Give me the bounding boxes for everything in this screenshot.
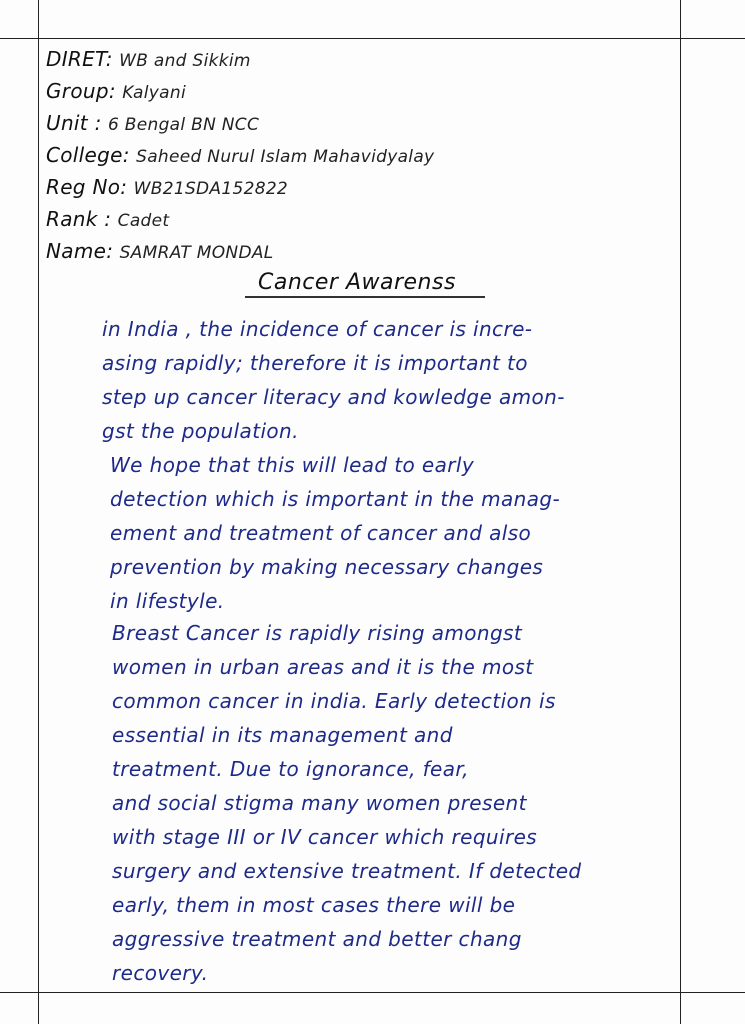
paragraph-line: step up cancer literacy and kowledge amon- [102, 385, 565, 409]
college-value: Saheed Nurul Islam Mahavidyalay [136, 147, 435, 167]
college-line [46, 140, 666, 172]
top-margin-line [0, 38, 745, 39]
rank-line [46, 204, 666, 236]
name-line [46, 236, 666, 268]
paragraph-line: in lifestyle. [110, 589, 225, 613]
right-margin-line [680, 0, 681, 1024]
bottom-margin-line [0, 992, 745, 993]
paragraph-line: treatment. Due to ignorance, fear, [112, 757, 469, 781]
diret-label: DIRET: [46, 47, 113, 71]
group-label: Group: [46, 79, 116, 103]
paragraph-line: recovery. [112, 961, 209, 985]
paragraph-breast-cancer [112, 616, 582, 990]
paragraph-line: early, them in most cases there will be [112, 893, 516, 917]
paragraph-line: prevention by making necessary changes [110, 555, 544, 579]
rank-label: Rank : [46, 207, 112, 231]
paragraph-line: with stage III or IV cancer which requires [112, 825, 538, 849]
reg-value: WB21SDA152822 [133, 179, 289, 199]
paragraph-line: women in urban areas and it is the most [112, 655, 534, 679]
paragraph-line: Breast Cancer is rapidly rising amongst [112, 621, 523, 645]
paragraph-line: gst the population. [102, 419, 299, 443]
paragraph-line: asing rapidly; therefore it is important to [102, 351, 528, 375]
diret-line [46, 44, 666, 76]
paragraph-line: common cancer in india. Early detection is [112, 689, 556, 713]
unit-value: 6 Bengal BN NCC [107, 115, 260, 135]
group-value: Kalyani [122, 83, 186, 103]
paragraph-incidence [102, 312, 565, 448]
diret-value: WB and Sikkim [119, 51, 251, 71]
paragraph-early-detection [110, 448, 560, 618]
reg-label: Reg No: [46, 175, 128, 199]
paragraph-line: detection which is important in the manag- [110, 487, 561, 511]
reg-line [46, 172, 666, 204]
name-label: Name: [46, 239, 114, 263]
group-line [46, 76, 666, 108]
name-value: SAMRAT MONDAL [119, 243, 274, 263]
rank-value: Cadet [117, 211, 170, 231]
essay-title: Cancer Awarenss [258, 270, 456, 295]
title-underline [245, 296, 485, 298]
paragraph-line: in India , the incidence of cancer is incre- [102, 317, 533, 341]
cadet-details [46, 44, 666, 268]
paragraph-line: We hope that this will lead to early [110, 453, 475, 477]
unit-line [46, 108, 666, 140]
college-label: College: [46, 143, 130, 167]
paragraph-line: and social stigma many women present [112, 791, 527, 815]
paragraph-line: ement and treatment of cancer and also [110, 521, 532, 545]
left-margin-line [38, 0, 39, 1024]
paragraph-line: aggressive treatment and better chang [112, 927, 522, 951]
paragraph-line: essential in its management and [112, 723, 453, 747]
unit-label: Unit : [46, 111, 102, 135]
paragraph-line: surgery and extensive treatment. If detected [112, 859, 582, 883]
